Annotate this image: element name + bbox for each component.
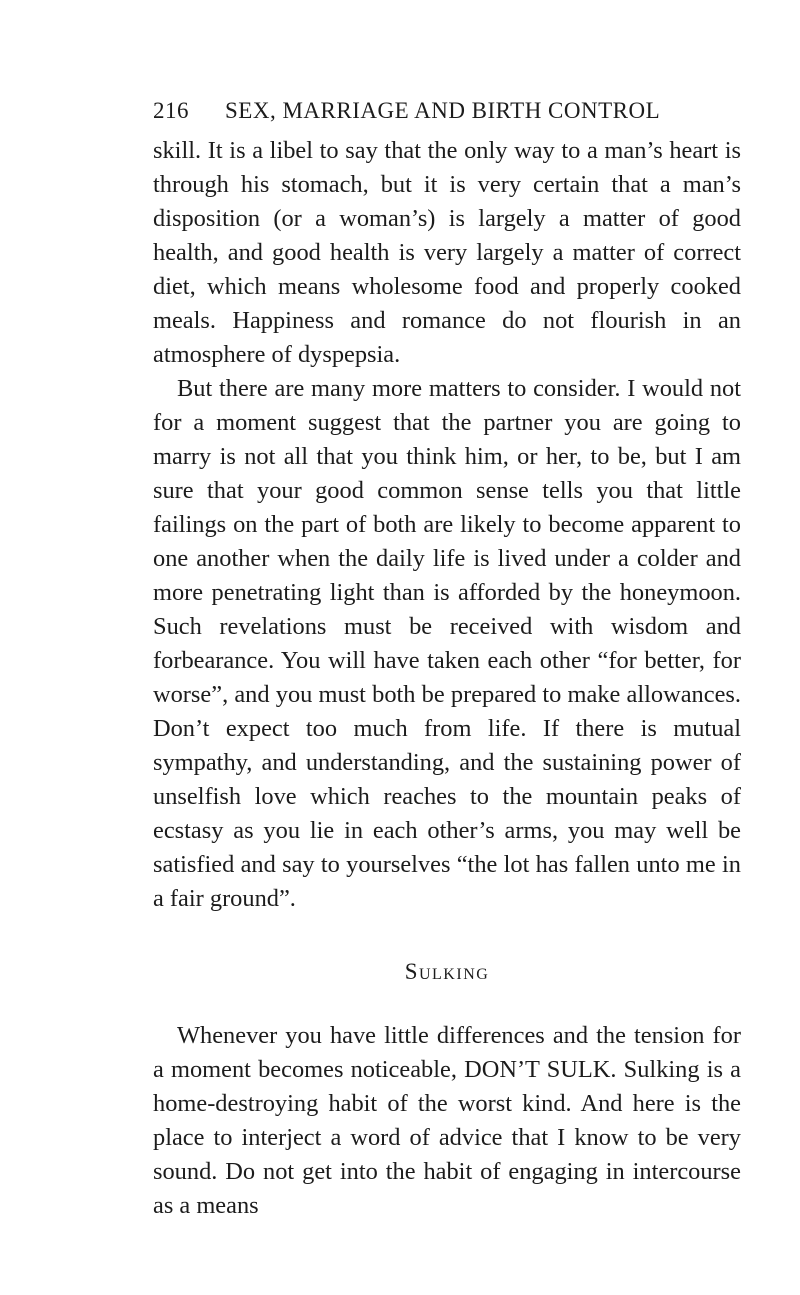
section-heading: Sulking xyxy=(404,959,490,984)
page-number: 216 xyxy=(153,98,189,123)
running-title: SEX, MARRIAGE AND BIRTH CONTROL xyxy=(225,98,661,123)
book-page xyxy=(153,94,741,1223)
paragraph-partner-failings: But there are many more matters to consider. I would not for a moment suggest that the partner you are going to marry is not all that you think him, or her, to be, but I am sure that your good common sense tells you that little failings on the part of both are likely to become apparent to one another when the daily life is lived under a colder and more penetrating light than is afforded by the honeymoon. Such revelations must be received with wisdom and forbearance. You will have taken each other “for better, for worse”, and you must both be prepared to make allowances. Don’t expect too much from life. If there is mutual sympathy, and understanding, and the sustaining power of unselfish love which reaches to the mountain peaks of ecstasy as you lie in each other’s arms, you may well be satisfied and say to yourselves “the lot has fallen unto me in a fair ground”. xyxy=(153,375,741,912)
body-text xyxy=(153,134,741,1223)
running-header xyxy=(153,94,741,128)
paragraph-continuation: skill. It is a libel to say that the only way to a man’s heart is through his stomach, but it is very certain that a man’s disposition (or a woman’s) is largely a matter of good health, and good health is very largely a matter of correct diet, which means wholesome food and properly cooked meals. Happiness and romance do not flourish in an atmosphere of dyspepsia. xyxy=(153,137,741,368)
paragraph-sulking: Whenever you have little differences and the tension for a moment becomes noticeable, DON’T SULK. Sulking is a home-destroying habit of the worst kind. And here is the place to interject a word of advice that I know to be very sound. Do not get into the habit of engaging in intercourse as a means xyxy=(153,1022,741,1219)
